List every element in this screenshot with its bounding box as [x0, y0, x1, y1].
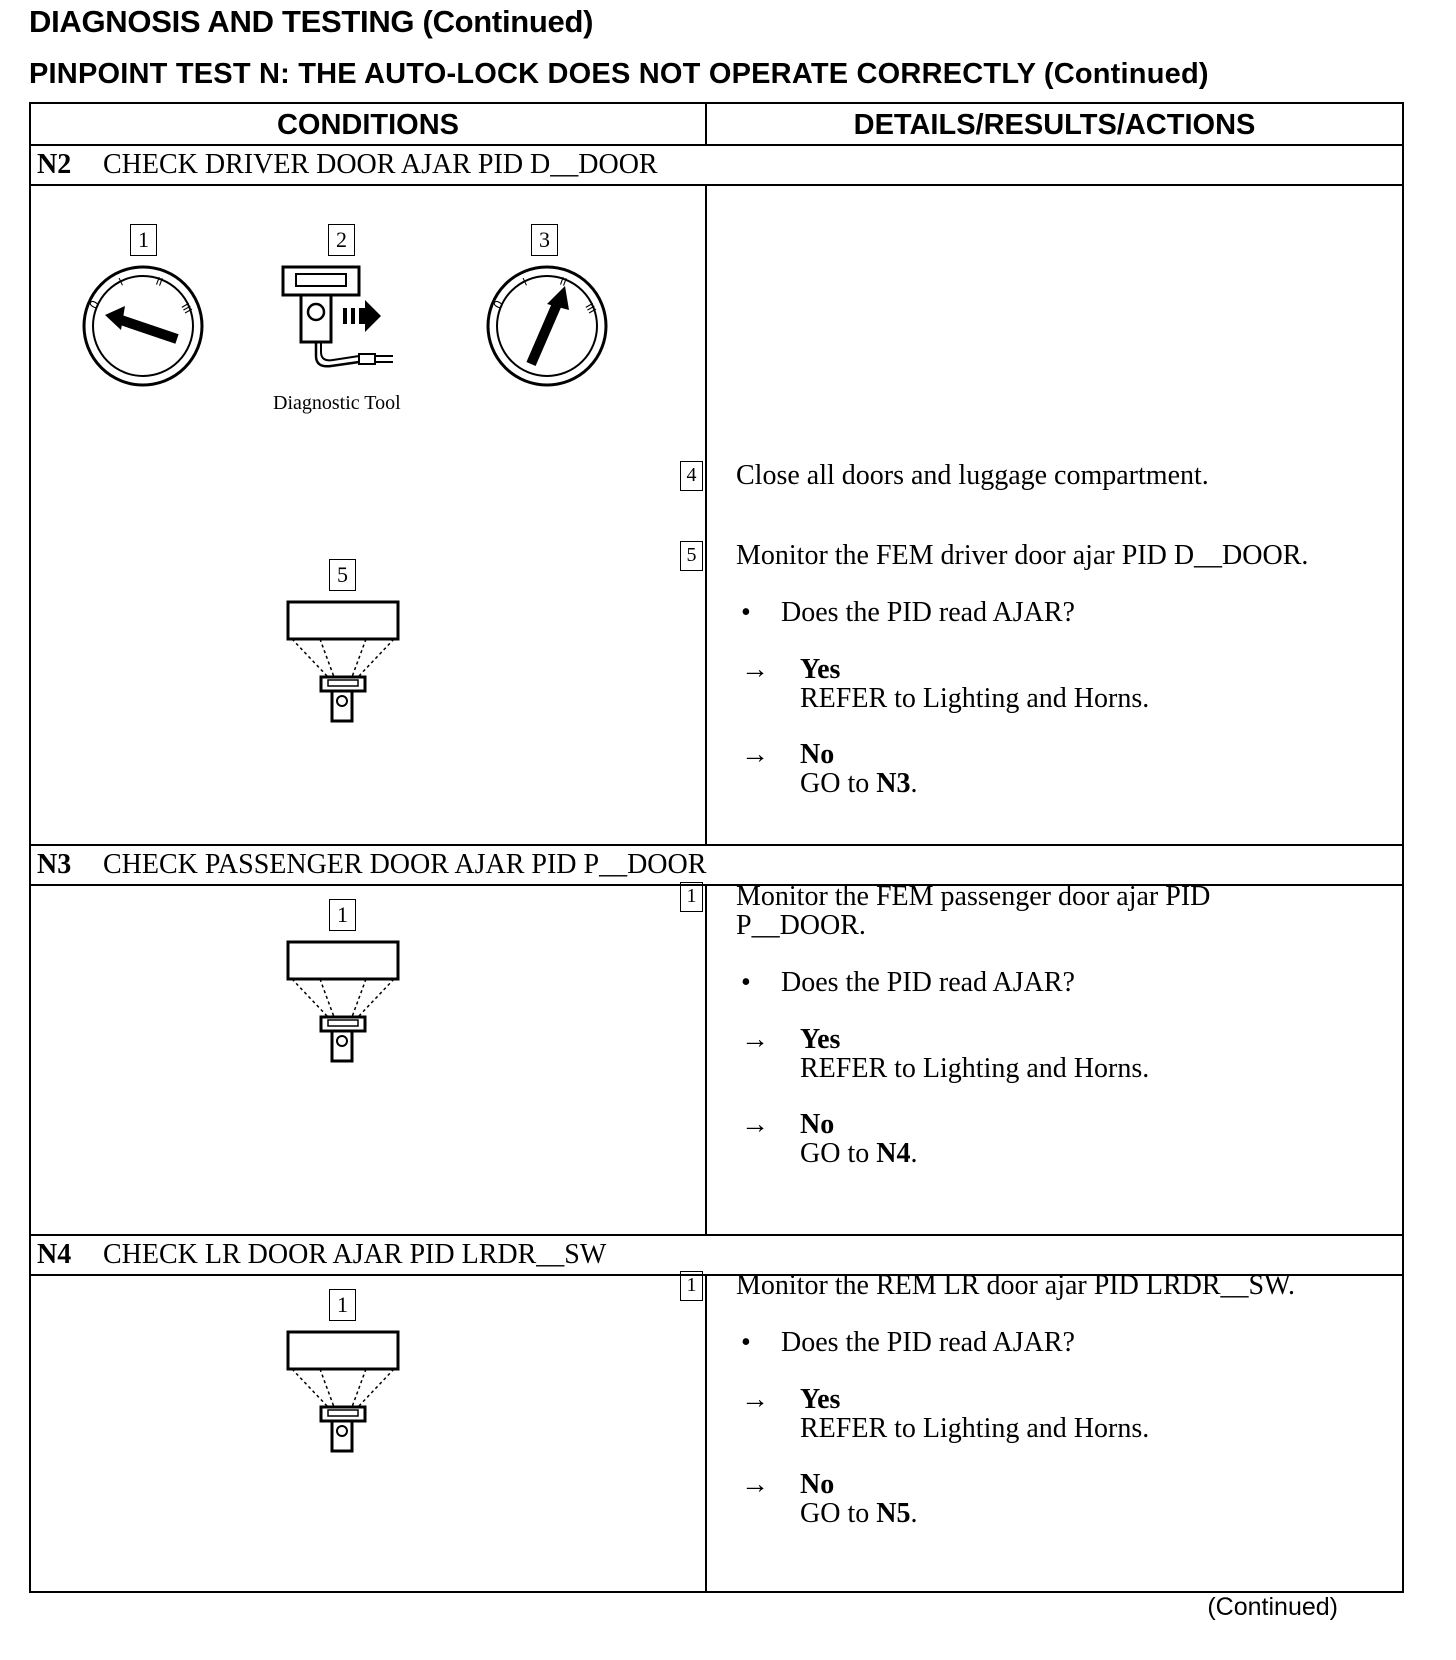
column-header-details: DETAILS/RESULTS/ACTIONS — [853, 109, 1256, 141]
arrow-right-icon: → — [741, 1469, 769, 1500]
pinpoint-test-table — [29, 102, 1404, 1593]
no-action-suffix: . — [910, 768, 918, 799]
diagnostic-tool-icon — [281, 264, 416, 384]
diagnostic-tool-caption: Diagnostic Tool — [273, 392, 401, 414]
action-number: 1 — [680, 882, 703, 912]
svg-text:II: II — [153, 274, 165, 290]
question-text: Does the PID read AJAR? — [781, 1327, 1075, 1358]
ignition-run-icon — [485, 264, 609, 388]
display-monitor-icon — [286, 1329, 401, 1454]
svg-text:III: III — [178, 301, 195, 316]
action-number: 4 — [680, 461, 703, 491]
question-text: Does the PID read AJAR? — [781, 967, 1075, 998]
yes-label: Yes — [800, 654, 841, 685]
step-title: CHECK DRIVER DOOR AJAR PID D__DOOR — [103, 149, 658, 180]
step-header-n4 — [37, 1235, 606, 1275]
yes-action: REFER to Lighting and Horns. — [800, 1053, 1150, 1084]
svg-text:I: I — [520, 275, 530, 289]
step-header-n3 — [37, 845, 706, 885]
no-action — [800, 1499, 917, 1529]
illustration-step-label: 5 — [329, 559, 356, 591]
yes-label: Yes — [800, 1024, 841, 1055]
action-text: Monitor the FEM driver door ajar PID D__DOOR. — [736, 540, 1309, 571]
no-action-prefix: GO to — [800, 1498, 870, 1529]
step-title: CHECK LR DOOR AJAR PID LRDR__SW — [103, 1239, 607, 1270]
no-action — [800, 1139, 917, 1169]
arrow-right-icon: → — [741, 739, 769, 770]
no-label: No — [800, 739, 835, 770]
svg-text:0: 0 — [86, 297, 103, 312]
arrow-right-icon: → — [741, 1024, 769, 1055]
action-text-line1: Monitor the FEM passenger door ajar PID — [736, 881, 1211, 912]
step-id: N4 — [37, 1239, 72, 1270]
step-id: N3 — [37, 849, 72, 880]
display-monitor-icon — [286, 599, 401, 724]
no-action-prefix: GO to — [800, 1138, 870, 1169]
no-label: No — [800, 1109, 835, 1140]
illustration-step-label: 1 — [130, 224, 157, 256]
action-number: 5 — [680, 541, 703, 571]
yes-action: REFER to Lighting and Horns. — [800, 1413, 1150, 1444]
no-action-suffix: . — [910, 1498, 918, 1529]
no-label: No — [800, 1469, 835, 1500]
step-title: CHECK PASSENGER DOOR AJAR PID P__DOOR — [103, 849, 707, 880]
no-action — [800, 769, 917, 799]
illustration-step-label: 3 — [531, 224, 558, 256]
svg-text:I: I — [116, 275, 126, 289]
action-text: Close all doors and luggage compartment. — [736, 460, 1209, 491]
section-title: DIAGNOSIS AND TESTING (Continued) — [29, 4, 594, 39]
svg-text:II: II — [557, 274, 569, 290]
arrow-right-icon: → — [741, 654, 769, 685]
test-title: PINPOINT TEST N: THE AUTO-LOCK DOES NOT OPERATE CORRECTLY (Continued) — [29, 58, 1209, 90]
no-action-suffix: . — [910, 1138, 918, 1169]
ignition-off-icon — [81, 264, 205, 388]
bullet-icon: • — [741, 597, 751, 628]
no-action-target: N3 — [876, 768, 911, 799]
step-header-n2 — [37, 145, 658, 185]
question-text: Does the PID read AJAR? — [781, 597, 1075, 628]
svg-text:0: 0 — [490, 297, 507, 312]
step-id: N2 — [37, 149, 72, 180]
illustration-step-label: 1 — [329, 899, 356, 931]
bullet-icon: • — [741, 1327, 751, 1358]
action-number: 1 — [680, 1271, 703, 1301]
bullet-icon: • — [741, 967, 751, 998]
arrow-right-icon: → — [741, 1384, 769, 1415]
no-action-prefix: GO to — [800, 768, 870, 799]
yes-action: REFER to Lighting and Horns. — [800, 683, 1150, 714]
illustration-step-label: 1 — [329, 1289, 356, 1321]
arrow-right-icon: → — [741, 1109, 769, 1140]
action-text: Monitor the REM LR door ajar PID LRDR__SW. — [736, 1270, 1295, 1301]
no-action-target: N5 — [876, 1498, 911, 1529]
continued-footer: (Continued) — [1207, 1593, 1338, 1621]
no-action-target: N4 — [876, 1138, 911, 1169]
column-header-conditions: CONDITIONS — [276, 109, 460, 141]
svg-text:III: III — [582, 301, 599, 316]
illustration-step-label: 2 — [328, 224, 355, 256]
action-text-line2: P__DOOR. — [736, 910, 866, 941]
display-monitor-icon — [286, 939, 401, 1064]
yes-label: Yes — [800, 1384, 841, 1415]
